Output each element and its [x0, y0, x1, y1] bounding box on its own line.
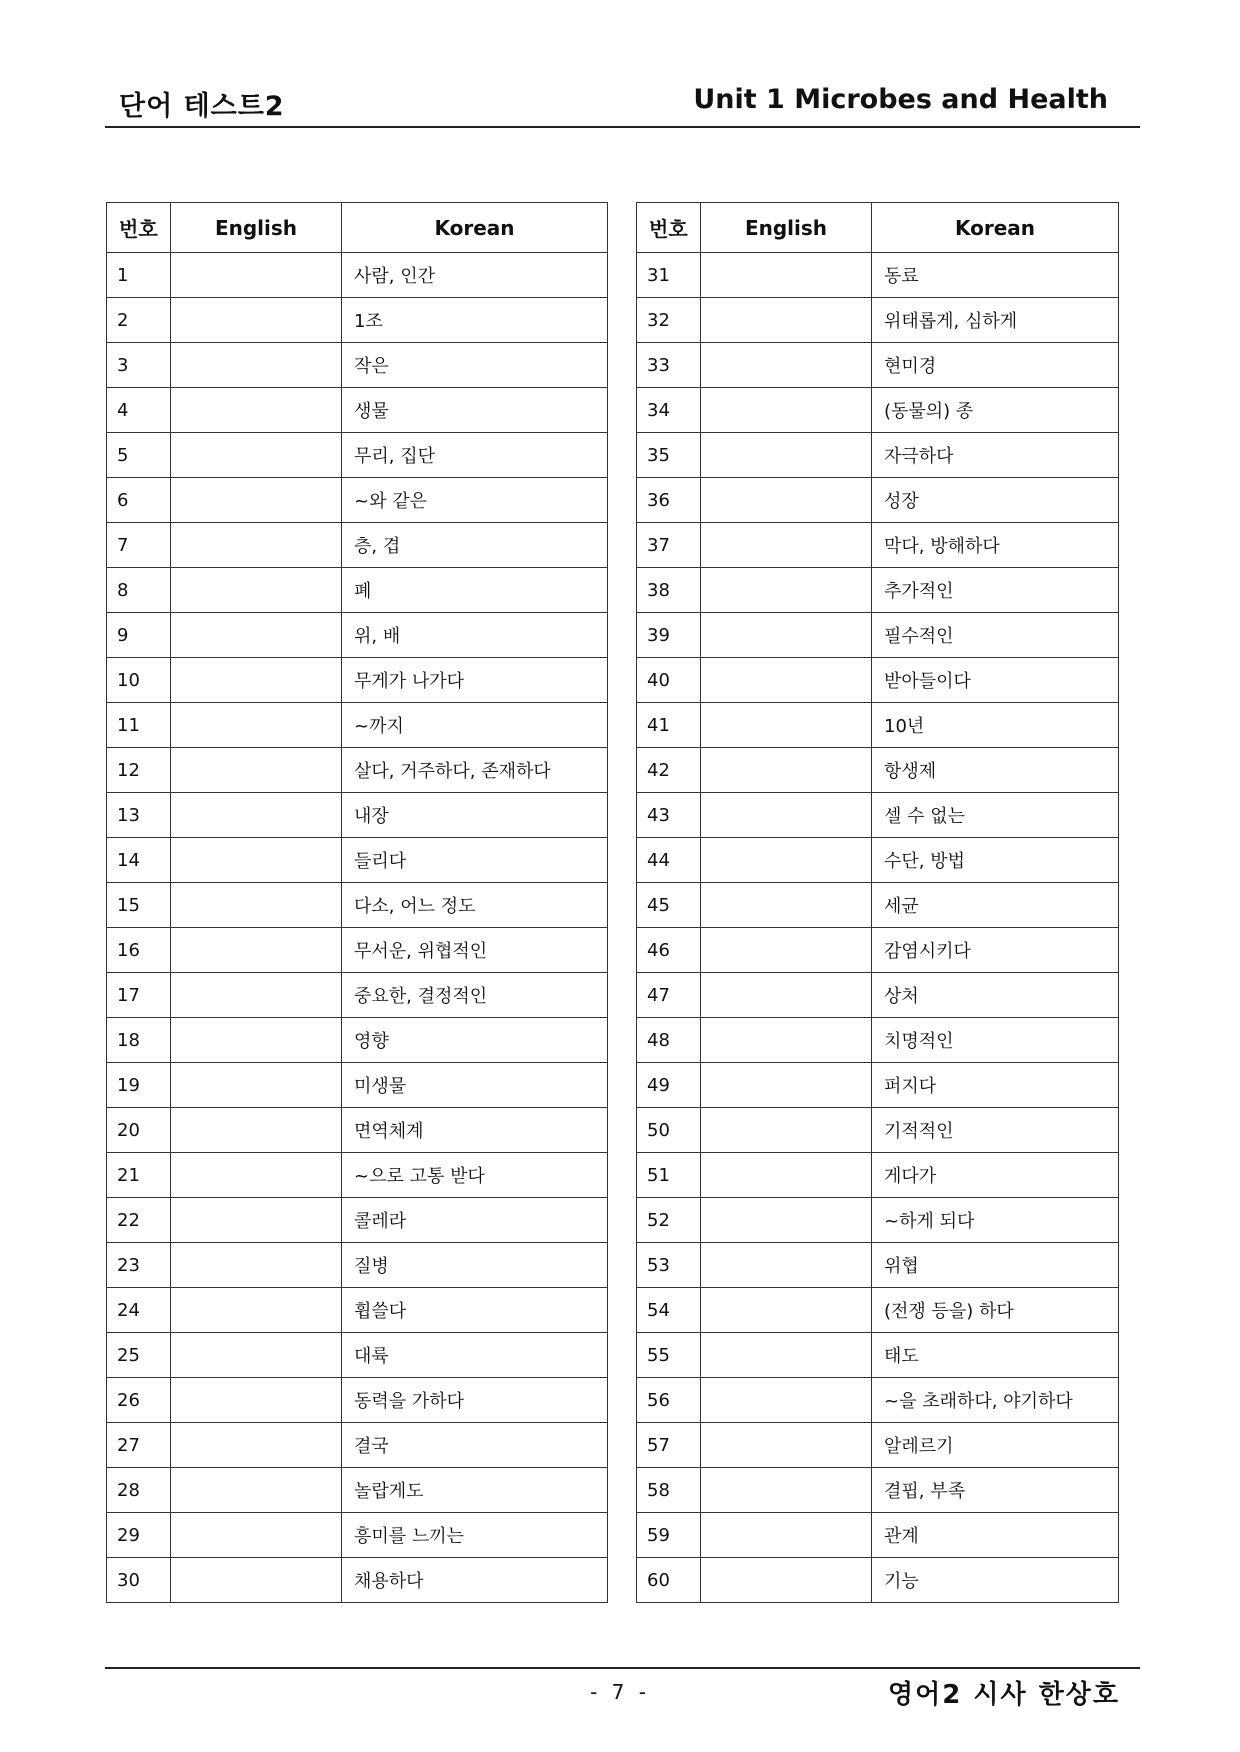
korean-meaning-cell: 현미경 [872, 343, 1119, 388]
korean-meaning-cell: ~을 초래하다, 야기하다 [872, 1378, 1119, 1423]
korean-meaning-cell: 무서운, 위협적인 [342, 928, 608, 973]
english-answer-cell[interactable] [171, 658, 342, 703]
table-row [107, 1063, 608, 1108]
english-answer-cell[interactable] [171, 1153, 342, 1198]
table-row [637, 793, 1119, 838]
number-cell: 42 [637, 748, 701, 793]
english-answer-cell[interactable] [171, 1333, 342, 1378]
number-cell: 57 [637, 1423, 701, 1468]
table-row [637, 1378, 1119, 1423]
korean-meaning-cell: 무리, 집단 [342, 433, 608, 478]
table-row [107, 1288, 608, 1333]
number-cell: 20 [107, 1108, 171, 1153]
table-row [107, 613, 608, 658]
korean-meaning-cell: 성장 [872, 478, 1119, 523]
number-cell: 41 [637, 703, 701, 748]
table-row [107, 703, 608, 748]
table-row [637, 1108, 1119, 1153]
number-cell: 55 [637, 1333, 701, 1378]
number-cell: 35 [637, 433, 701, 478]
korean-meaning-cell: 살다, 거주하다, 존재하다 [342, 748, 608, 793]
column-header-korean: Korean [342, 203, 608, 253]
korean-meaning-cell: 위태롭게, 심하게 [872, 298, 1119, 343]
table-row [637, 1243, 1119, 1288]
english-answer-cell[interactable] [701, 793, 872, 838]
english-answer-cell[interactable] [701, 253, 872, 298]
table-row [107, 1423, 608, 1468]
table-row [107, 1333, 608, 1378]
table-row [107, 1018, 608, 1063]
korean-meaning-cell: 중요한, 결정적인 [342, 973, 608, 1018]
table-row [637, 1423, 1119, 1468]
table-row [637, 298, 1119, 343]
number-cell: 2 [107, 298, 171, 343]
table-row [637, 748, 1119, 793]
number-cell: 25 [107, 1333, 171, 1378]
number-cell: 43 [637, 793, 701, 838]
number-cell: 31 [637, 253, 701, 298]
number-cell: 22 [107, 1198, 171, 1243]
number-cell: 38 [637, 568, 701, 613]
table-row [107, 433, 608, 478]
table-row [107, 253, 608, 298]
number-cell: 45 [637, 883, 701, 928]
table-row [107, 1108, 608, 1153]
number-cell: 19 [107, 1063, 171, 1108]
korean-meaning-cell: 필수적인 [872, 613, 1119, 658]
table-row [107, 343, 608, 388]
korean-meaning-cell: 게다가 [872, 1153, 1119, 1198]
english-answer-cell[interactable] [171, 1198, 342, 1243]
english-answer-cell[interactable] [701, 1378, 872, 1423]
table-row [107, 1153, 608, 1198]
korean-meaning-cell: ~으로 고통 받다 [342, 1153, 608, 1198]
table-row [107, 973, 608, 1018]
table-header-row [637, 203, 1119, 253]
english-answer-cell[interactable] [171, 343, 342, 388]
korean-meaning-cell: 대륙 [342, 1333, 608, 1378]
english-answer-cell[interactable] [171, 1468, 342, 1513]
korean-meaning-cell: (전쟁 등을) 하다 [872, 1288, 1119, 1333]
english-answer-cell[interactable] [171, 568, 342, 613]
english-answer-cell[interactable] [701, 1018, 872, 1063]
table-row [637, 838, 1119, 883]
number-cell: 28 [107, 1468, 171, 1513]
korean-meaning-cell: 항생제 [872, 748, 1119, 793]
english-answer-cell[interactable] [171, 748, 342, 793]
english-answer-cell[interactable] [171, 253, 342, 298]
number-cell: 11 [107, 703, 171, 748]
korean-meaning-cell: 들리다 [342, 838, 608, 883]
table-row [107, 1378, 608, 1423]
english-answer-cell[interactable] [171, 838, 342, 883]
number-cell: 51 [637, 1153, 701, 1198]
english-answer-cell[interactable] [171, 388, 342, 433]
english-answer-cell[interactable] [701, 298, 872, 343]
english-answer-cell[interactable] [701, 1063, 872, 1108]
number-cell: 3 [107, 343, 171, 388]
english-answer-cell[interactable] [171, 1288, 342, 1333]
english-answer-cell[interactable] [171, 1513, 342, 1558]
korean-meaning-cell: 1조 [342, 298, 608, 343]
english-answer-cell[interactable] [171, 298, 342, 343]
english-answer-cell[interactable] [171, 523, 342, 568]
number-cell: 59 [637, 1513, 701, 1558]
table-row [637, 478, 1119, 523]
english-answer-cell[interactable] [171, 928, 342, 973]
table-row [107, 928, 608, 973]
table-row [637, 1513, 1119, 1558]
number-cell: 56 [637, 1378, 701, 1423]
korean-meaning-cell: 콜레라 [342, 1198, 608, 1243]
number-cell: 32 [637, 298, 701, 343]
korean-meaning-cell: 위협 [872, 1243, 1119, 1288]
english-answer-cell[interactable] [701, 838, 872, 883]
table-row [107, 298, 608, 343]
table-row [637, 613, 1119, 658]
korean-meaning-cell: 치명적인 [872, 1018, 1119, 1063]
page-number: - 7 - [590, 1680, 650, 1704]
english-answer-cell[interactable] [701, 433, 872, 478]
korean-meaning-cell: 기능 [872, 1558, 1119, 1603]
english-answer-cell[interactable] [701, 1468, 872, 1513]
number-cell: 47 [637, 973, 701, 1018]
table-header-row [107, 203, 608, 253]
number-cell: 58 [637, 1468, 701, 1513]
table-row [637, 1153, 1119, 1198]
footer-divider [105, 1667, 1140, 1669]
number-cell: 26 [107, 1378, 171, 1423]
column-header-english: English [171, 203, 342, 253]
english-answer-cell[interactable] [701, 343, 872, 388]
table-row [107, 1513, 608, 1558]
number-cell: 23 [107, 1243, 171, 1288]
table-row [107, 1243, 608, 1288]
table-row [637, 883, 1119, 928]
number-cell: 5 [107, 433, 171, 478]
number-cell: 8 [107, 568, 171, 613]
page-header [105, 80, 1140, 130]
number-cell: 15 [107, 883, 171, 928]
vocab-table-right [636, 202, 1119, 1603]
english-answer-cell[interactable] [701, 1288, 872, 1333]
number-cell: 4 [107, 388, 171, 433]
korean-meaning-cell: 10년 [872, 703, 1119, 748]
table-row [637, 658, 1119, 703]
table-row [637, 1468, 1119, 1513]
table-row [107, 478, 608, 523]
korean-meaning-cell: 생물 [342, 388, 608, 433]
vocab-table-left [106, 202, 608, 1603]
table-row [637, 1333, 1119, 1378]
number-cell: 39 [637, 613, 701, 658]
english-answer-cell[interactable] [171, 1018, 342, 1063]
korean-meaning-cell: 알레르기 [872, 1423, 1119, 1468]
korean-meaning-cell: 상처 [872, 973, 1119, 1018]
english-answer-cell[interactable] [171, 613, 342, 658]
number-cell: 24 [107, 1288, 171, 1333]
english-answer-cell[interactable] [701, 1513, 872, 1558]
number-cell: 44 [637, 838, 701, 883]
column-header-number: 번호 [107, 203, 171, 253]
korean-meaning-cell: 채용하다 [342, 1558, 608, 1603]
table-row [107, 658, 608, 703]
korean-meaning-cell: (동물의) 종 [872, 388, 1119, 433]
korean-meaning-cell: 퍼지다 [872, 1063, 1119, 1108]
table-row [107, 523, 608, 568]
korean-meaning-cell: 흥미를 느끼는 [342, 1513, 608, 1558]
footer-author: 영어2 시사 한상호 [887, 1680, 1120, 1710]
table-row [107, 1468, 608, 1513]
korean-meaning-cell: 위, 배 [342, 613, 608, 658]
english-answer-cell[interactable] [171, 703, 342, 748]
korean-meaning-cell: 휩쓸다 [342, 1288, 608, 1333]
table-row [637, 1198, 1119, 1243]
number-cell: 36 [637, 478, 701, 523]
number-cell: 54 [637, 1288, 701, 1333]
korean-meaning-cell: 미생물 [342, 1063, 608, 1108]
worksheet-title: 단어 테스트2 [119, 91, 285, 122]
number-cell: 12 [107, 748, 171, 793]
table-row [637, 703, 1119, 748]
korean-meaning-cell: 작은 [342, 343, 608, 388]
english-answer-cell[interactable] [701, 568, 872, 613]
english-answer-cell[interactable] [171, 973, 342, 1018]
table-row [637, 928, 1119, 973]
table-row [107, 883, 608, 928]
table-row [637, 973, 1119, 1018]
korean-meaning-cell: 막다, 방해하다 [872, 523, 1119, 568]
korean-meaning-cell: 영향 [342, 1018, 608, 1063]
korean-meaning-cell: 층, 겹 [342, 523, 608, 568]
korean-meaning-cell: 동료 [872, 253, 1119, 298]
korean-meaning-cell: 추가적인 [872, 568, 1119, 613]
table-row [637, 253, 1119, 298]
number-cell: 14 [107, 838, 171, 883]
table-row [107, 1558, 608, 1603]
number-cell: 60 [637, 1558, 701, 1603]
korean-meaning-cell: 폐 [342, 568, 608, 613]
english-answer-cell[interactable] [701, 613, 872, 658]
number-cell: 30 [107, 1558, 171, 1603]
number-cell: 27 [107, 1423, 171, 1468]
english-answer-cell[interactable] [701, 748, 872, 793]
korean-meaning-cell: 감염시키다 [872, 928, 1119, 973]
column-header-english: English [701, 203, 872, 253]
number-cell: 34 [637, 388, 701, 433]
header-divider [105, 126, 1140, 128]
english-answer-cell[interactable] [171, 1063, 342, 1108]
korean-meaning-cell: 셀 수 없는 [872, 793, 1119, 838]
number-cell: 7 [107, 523, 171, 568]
english-answer-cell[interactable] [171, 793, 342, 838]
table-row [637, 343, 1119, 388]
number-cell: 53 [637, 1243, 701, 1288]
unit-title: Unit 1 Microbes and Health [693, 84, 1108, 115]
korean-meaning-cell: 관계 [872, 1513, 1119, 1558]
number-cell: 50 [637, 1108, 701, 1153]
english-answer-cell[interactable] [701, 1198, 872, 1243]
column-header-number: 번호 [637, 203, 701, 253]
english-answer-cell[interactable] [701, 1558, 872, 1603]
korean-meaning-cell: 다소, 어느 정도 [342, 883, 608, 928]
table-row [637, 1018, 1119, 1063]
number-cell: 48 [637, 1018, 701, 1063]
english-answer-cell[interactable] [701, 658, 872, 703]
korean-meaning-cell: 태도 [872, 1333, 1119, 1378]
english-answer-cell[interactable] [701, 523, 872, 568]
english-answer-cell[interactable] [171, 1558, 342, 1603]
english-answer-cell[interactable] [701, 1108, 872, 1153]
english-answer-cell[interactable] [171, 1243, 342, 1288]
number-cell: 29 [107, 1513, 171, 1558]
table-row [637, 388, 1119, 433]
korean-meaning-cell: 결핍, 부족 [872, 1468, 1119, 1513]
table-row [107, 748, 608, 793]
number-cell: 52 [637, 1198, 701, 1243]
english-answer-cell[interactable] [701, 388, 872, 433]
english-answer-cell[interactable] [171, 1108, 342, 1153]
english-answer-cell[interactable] [701, 1153, 872, 1198]
korean-meaning-cell: ~까지 [342, 703, 608, 748]
number-cell: 9 [107, 613, 171, 658]
number-cell: 1 [107, 253, 171, 298]
korean-meaning-cell: 면역체계 [342, 1108, 608, 1153]
table-row [107, 838, 608, 883]
korean-meaning-cell: ~와 같은 [342, 478, 608, 523]
number-cell: 21 [107, 1153, 171, 1198]
korean-meaning-cell: 세균 [872, 883, 1119, 928]
number-cell: 46 [637, 928, 701, 973]
english-answer-cell[interactable] [701, 928, 872, 973]
table-row [107, 1198, 608, 1243]
number-cell: 10 [107, 658, 171, 703]
number-cell: 18 [107, 1018, 171, 1063]
english-answer-cell[interactable] [171, 1378, 342, 1423]
number-cell: 37 [637, 523, 701, 568]
english-answer-cell[interactable] [701, 1423, 872, 1468]
korean-meaning-cell: 무게가 나가다 [342, 658, 608, 703]
vocab-table-right-body [637, 253, 1119, 1603]
english-answer-cell[interactable] [171, 433, 342, 478]
korean-meaning-cell: 결국 [342, 1423, 608, 1468]
english-answer-cell[interactable] [171, 1423, 342, 1468]
column-header-korean: Korean [872, 203, 1119, 253]
korean-meaning-cell: 놀랍게도 [342, 1468, 608, 1513]
number-cell: 33 [637, 343, 701, 388]
table-row [107, 793, 608, 838]
number-cell: 17 [107, 973, 171, 1018]
table-row [637, 523, 1119, 568]
english-answer-cell[interactable] [701, 478, 872, 523]
korean-meaning-cell: 자극하다 [872, 433, 1119, 478]
table-row [107, 568, 608, 613]
number-cell: 13 [107, 793, 171, 838]
number-cell: 16 [107, 928, 171, 973]
table-row [637, 1558, 1119, 1603]
korean-meaning-cell: ~하게 되다 [872, 1198, 1119, 1243]
english-answer-cell[interactable] [701, 973, 872, 1018]
korean-meaning-cell: 기적적인 [872, 1108, 1119, 1153]
english-answer-cell[interactable] [701, 883, 872, 928]
english-answer-cell[interactable] [701, 1243, 872, 1288]
korean-meaning-cell: 사람, 인간 [342, 253, 608, 298]
english-answer-cell[interactable] [171, 883, 342, 928]
number-cell: 6 [107, 478, 171, 523]
table-row [637, 568, 1119, 613]
korean-meaning-cell: 받아들이다 [872, 658, 1119, 703]
english-answer-cell[interactable] [171, 478, 342, 523]
korean-meaning-cell: 질병 [342, 1243, 608, 1288]
number-cell: 40 [637, 658, 701, 703]
korean-meaning-cell: 수단, 방법 [872, 838, 1119, 883]
vocab-table-left-body [107, 253, 608, 1603]
english-answer-cell[interactable] [701, 703, 872, 748]
english-answer-cell[interactable] [701, 1333, 872, 1378]
korean-meaning-cell: 동력을 가하다 [342, 1378, 608, 1423]
table-row [637, 1288, 1119, 1333]
number-cell: 49 [637, 1063, 701, 1108]
korean-meaning-cell: 내장 [342, 793, 608, 838]
table-row [107, 388, 608, 433]
table-row [637, 1063, 1119, 1108]
table-row [637, 433, 1119, 478]
